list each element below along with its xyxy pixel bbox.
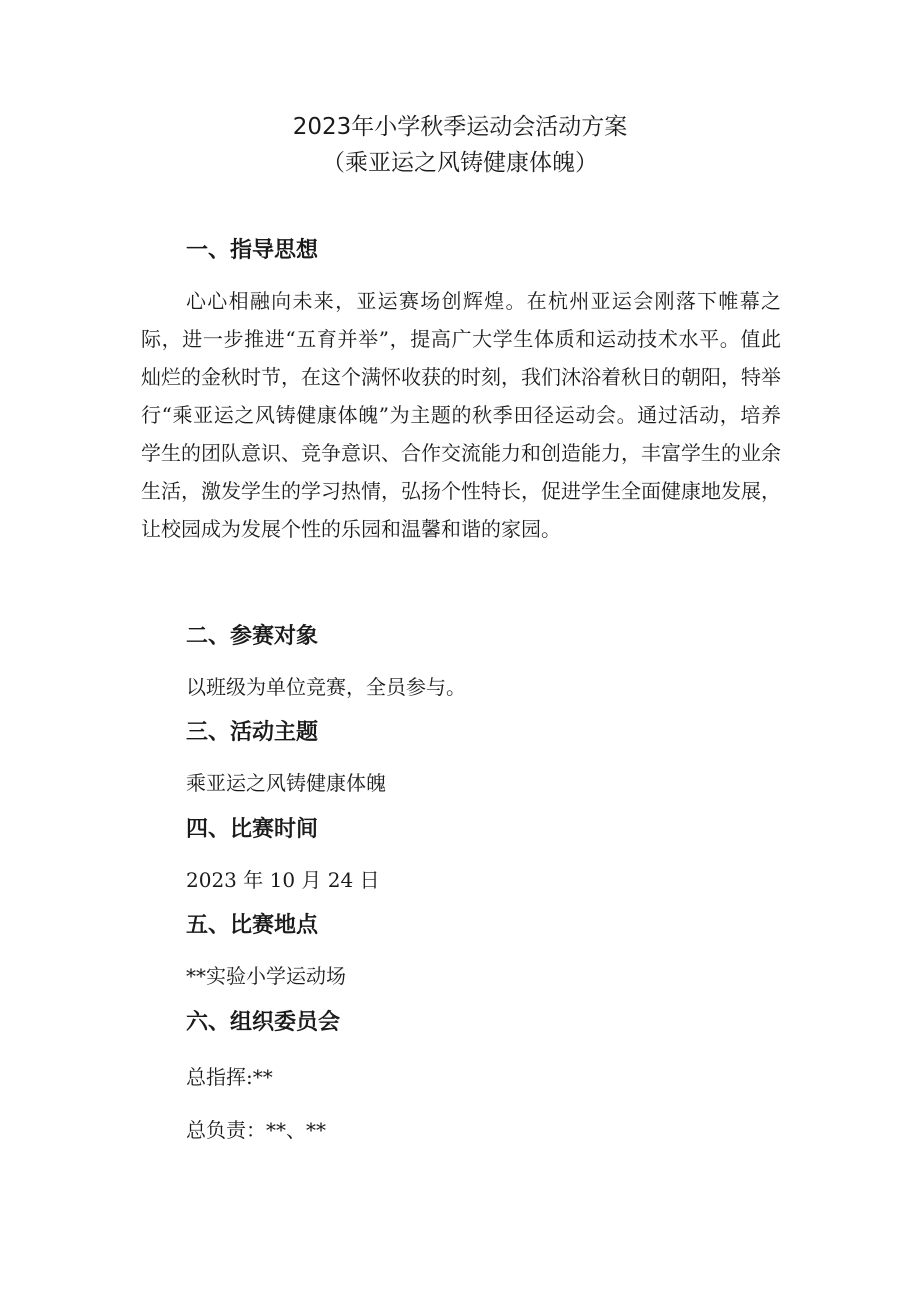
section-heading-theme: 三、活动主题 [186,720,319,745]
document-title: 2023年小学秋季运动会活动方案 [292,114,628,140]
document-subtitle: （乘亚运之风铸健康体魄） [322,150,598,176]
section-body-time: 2023 年 10 月 24 日 [186,868,380,892]
section-body-theme: 乘亚运之风铸健康体魄 [186,771,386,795]
section-heading-participants: 二、参赛对象 [186,624,319,649]
committee-chief-responsible: 总负责：**、** [186,1118,326,1142]
committee-chief-commander: 总指挥:** [186,1065,273,1089]
section-body-participants: 以班级为单位竞赛，全员参与。 [186,675,466,699]
section-heading-venue: 五、比赛地点 [186,913,319,938]
section-heading-committee: 六、组织委员会 [186,1010,341,1035]
section-body-venue: **实验小学运动场 [186,964,346,988]
section-body-guiding-ideology [141,282,781,548]
section-heading-time: 四、比赛时间 [186,817,319,842]
guiding-ideology-paragraph: 心心相融向未来，亚运赛场创辉煌。在杭州亚运会刚落下帷幕之际，进一步推进“五育并举”，提高广大学生体质和运动技术水平。值此灿烂的金秋时节，在这个满怀收获的时刻，我们沐浴着秋日的朝阳，特举行“乘亚运之风铸健康体魄”为主题的秋季田径运动会。通过活动，培养学生的团队意识、竞争意识、合作交流能力和创造能力，丰富学生的业余生活，激发学生的学习热情，弘扬个性特长，促进学生全面健康地发展，让校园成为发展个性的乐园和温馨和谐的家园。 [141,289,781,541]
section-heading-guiding-ideology: 一、指导思想 [186,238,319,263]
